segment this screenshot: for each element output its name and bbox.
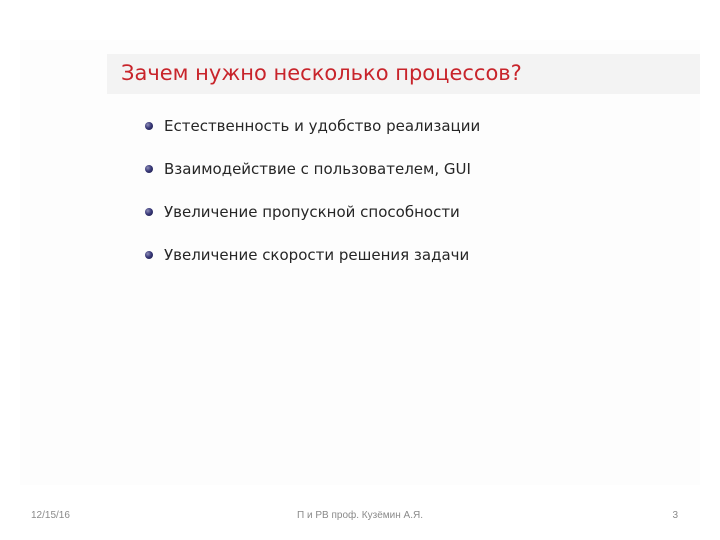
- bullet-dot-icon: [145, 122, 153, 130]
- slide-footer: [0, 508, 720, 524]
- bullet-dot-icon: [145, 251, 153, 259]
- bullet-item: [145, 156, 480, 182]
- bullet-item: [145, 242, 480, 268]
- bullet-list: [145, 113, 480, 285]
- bullet-dot-icon: [145, 165, 153, 173]
- bullet-text: Увеличение пропускной способности: [164, 203, 460, 221]
- bullet-item: [145, 113, 480, 139]
- bullet-text: Увеличение скорости решения задачи: [164, 246, 470, 264]
- bullet-text: Взаимодействие с пользователем, GUI: [164, 160, 471, 178]
- bullet-item: [145, 199, 480, 225]
- bullet-text: Естественность и удобство реализации: [164, 117, 481, 135]
- footer-date: 12/15/16: [31, 510, 70, 521]
- slide-title: Зачем нужно несколько процессов?: [121, 61, 522, 85]
- bullet-dot-icon: [145, 208, 153, 216]
- page-number: 3: [672, 510, 678, 521]
- footer-author: П и РВ проф. Кузёмин А.Я.: [297, 510, 423, 521]
